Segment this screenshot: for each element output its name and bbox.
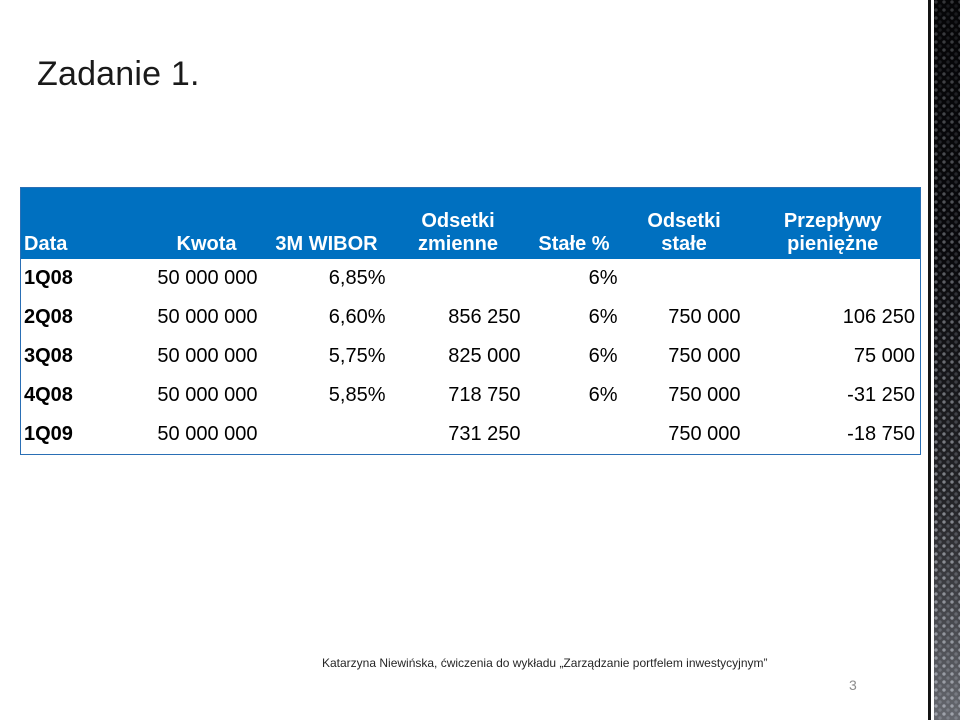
table-cell: 6% (588, 267, 618, 289)
table-row (21, 337, 921, 376)
table-row (21, 415, 921, 455)
cashflow-table-container (20, 187, 920, 455)
table-cell: 750 000 (668, 345, 741, 367)
table-cell (746, 259, 921, 298)
table-cell: 75 000 (853, 345, 915, 367)
column-header-data: Data (21, 188, 151, 260)
table-cell: 750 000 (668, 306, 741, 328)
table-cell: 6% (588, 345, 618, 367)
table-cell: 731 250 (448, 423, 521, 445)
table-cell: 6,60% (328, 306, 386, 328)
footer-credit: Katarzyna Niewińska, ćwiczenia do wykładu „Zarządzanie portfelem inwestycyjnym” (322, 656, 768, 670)
table-row (21, 376, 921, 415)
table-cell: 825 000 (448, 345, 521, 367)
table-cell: 50 000 000 (157, 306, 258, 328)
table-cell: 718 750 (448, 384, 521, 406)
table-row (21, 298, 921, 337)
table-cell: 5,85% (328, 384, 386, 406)
table-cell (623, 259, 746, 298)
table-cell: 50 000 000 (157, 384, 258, 406)
table-cell: 6% (588, 384, 618, 406)
slide-title: Zadanie 1. (37, 55, 200, 93)
table-cell: 50 000 000 (157, 423, 258, 445)
table-cell: 5,75% (328, 345, 386, 367)
table-cell: 6,85% (328, 267, 386, 289)
table-cell: 1Q09 (24, 423, 73, 445)
cashflow-table (20, 187, 921, 455)
column-header-3m-wibor: 3M WIBOR (263, 188, 391, 260)
table-cell: -31 250 (847, 384, 915, 406)
table-cell: 750 000 (668, 423, 741, 445)
table-cell: -18 750 (847, 423, 915, 445)
table-cell: 50 000 000 (157, 345, 258, 367)
divider-line (928, 0, 931, 720)
column-header-odsetki-zmienne: Odsetki zmienne (391, 188, 526, 260)
table-header-row (21, 188, 921, 260)
table-cell: 4Q08 (24, 384, 73, 406)
table-cell: 750 000 (668, 384, 741, 406)
table-cell: 50 000 000 (157, 267, 258, 289)
carbon-texture-strip (934, 0, 960, 720)
page-number: 3 (849, 677, 857, 693)
column-header-stale-pct: Stałe % (526, 188, 623, 260)
table-cell: 1Q08 (24, 267, 73, 289)
table-cell: 3Q08 (24, 345, 73, 367)
table-cell (391, 259, 526, 298)
table-cell: 106 250 (842, 306, 915, 328)
table-cell: 6% (588, 306, 618, 328)
column-header-przeplywy: Przepływy pieniężne (746, 188, 921, 260)
table-cell: 2Q08 (24, 306, 73, 328)
column-header-odsetki-stale: Odsetki stałe (623, 188, 746, 260)
table-row (21, 259, 921, 298)
column-header-kwota: Kwota (151, 188, 263, 260)
table-cell (526, 415, 623, 455)
table-cell (263, 415, 391, 455)
table-cell: 856 250 (448, 306, 521, 328)
